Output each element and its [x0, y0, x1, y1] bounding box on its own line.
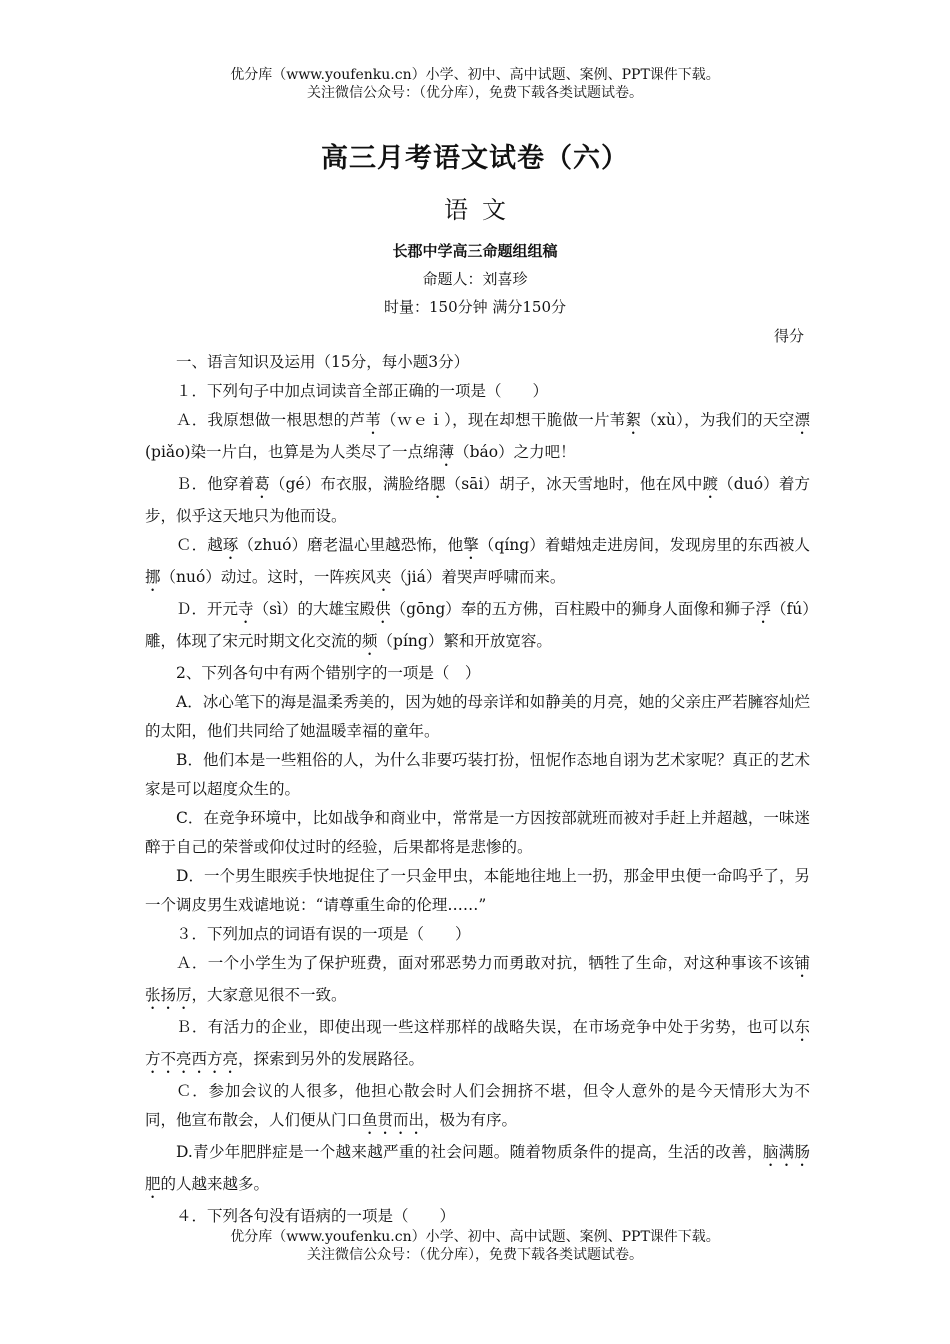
exam-subject: 语文: [444, 196, 520, 224]
question-1-option-b: Ｂ．他穿着葛（gé）布衣服，满脸络腮（sāi）胡子，冰天雪地时，他在风中踱（duó）着方步，似乎这天地只为他而设。: [145, 475, 810, 525]
question-2-option-a: A．冰心笔下的海是温柔秀美的，因为她的母亲详和如静美的月亮，她的父亲庄严若臃容灿烂的太阳，他们共同给了她温暖幸福的童年。: [145, 693, 810, 740]
exam-title: 高三月考语文试卷（六）: [321, 143, 629, 174]
question-2-stem: 2、下列各句中有两个错别字的一项是（ ）: [176, 664, 481, 682]
exam-time-score: 时量：150分钟 满分150分: [383, 298, 567, 316]
question-4-stem: ４．下列各句没有语病的一项是（ ）: [176, 1207, 456, 1225]
question-1-option-c: Ｃ．越琢（zhuó）磨老温心里越恐怖，他擎（qíng）着蜡烛走进房间，发现房里的东西被人挪（nuó）动过。这时，一阵疾风夹（jiá）着哭声呼啸而来。: [145, 536, 810, 586]
question-1-option-a: Ａ．我原想做一根思想的芦苇（ｗｅｉ），现在却想干脆做一片苇絮（xù），为我们的天空漂(piǎo)染一片白，也算是为人类尽了一点绵薄（báo）之力吧！: [145, 411, 810, 461]
section-heading: 一、语言知识及运用（15分，每小题3分）: [176, 353, 470, 371]
footer-line-2: 关注微信公众号：（优分库），免费下载各类试题试卷。: [307, 1247, 643, 1263]
footer-line-1: 优分库（www.youfenku.cn）小学、初中、高中试题、案例、PPT课件下载。: [230, 1229, 720, 1245]
question-2-option-d: D．一个男生眼疾手快地捉住了一只金甲虫，本能地往地上一扔，那金甲虫便一命呜乎了，另一个调皮男生戏谑地说：“请尊重生命的伦理……”: [145, 867, 810, 914]
question-3-option-a: Ａ．一个小学生为了保护班费，面对邪恶势力而勇敢对抗，牺牲了生命，对这种事该不该铺张扬厉，大家意见很不一致。: [145, 954, 810, 1004]
score-label: 得分: [774, 327, 805, 345]
exam-body: [145, 348, 810, 1231]
exam-organization: 长郡中学高三命题组组稿: [392, 242, 558, 260]
question-3-stem: ３．下列加点的词语有误的一项是（ ）: [176, 925, 471, 943]
exam-author: 命题人：刘喜珍: [422, 270, 528, 288]
banner-line-2: 关注微信公众号：（优分库），免费下载各类试题试卷。: [307, 85, 643, 101]
question-3-option-b: Ｂ．有活力的企业，即使出现一些这样那样的战略失误，在市场竞争中处于劣势，也可以东方不亮西方亮，探索到另外的发展路径。: [145, 1018, 810, 1068]
question-3-option-d: D.青少年肥胖症是一个越来越严重的社会问题。随着物质条件的提高，生活的改善，脑满肠肥的人越来越多。: [145, 1143, 810, 1193]
question-2-option-c: C．在竞争环境中，比如战争和商业中，常常是一方因按部就班而被对手赶上并超越，一味迷醉于自己的荣誉或仰仗过时的经验，后果都将是悲惨的。: [145, 809, 810, 856]
banner-line-1: 优分库（www.youfenku.cn）小学、初中、高中试题、案例、PPT课件下载。: [230, 67, 720, 83]
question-2-option-b: B．他们本是一些粗俗的人，为什么非要巧装打扮，忸怩作态地自诩为艺术家呢？真正的艺术家是可以超度众生的。: [145, 751, 810, 798]
footer-banner: [0, 1228, 950, 1264]
question-1-option-d: Ｄ．开元寺（sì）的大雄宝殿供（gōng）奉的五方佛，百柱殿中的狮身人面像和狮子浮（fú）雕，体现了宋元时期文化交流的频（píng）繁和开放宽容。: [145, 600, 810, 650]
header-banner: [0, 66, 950, 102]
question-3-option-c: Ｃ．参加会议的人很多，他担心散会时人们会拥挤不堪，但令人意外的是今天情形大为不同，他宣布散会，人们便从门口鱼贯而出，极为有序。: [145, 1082, 810, 1129]
question-1-stem: １．下列句子中加点词读音全部正确的一项是（ ）: [176, 382, 549, 400]
